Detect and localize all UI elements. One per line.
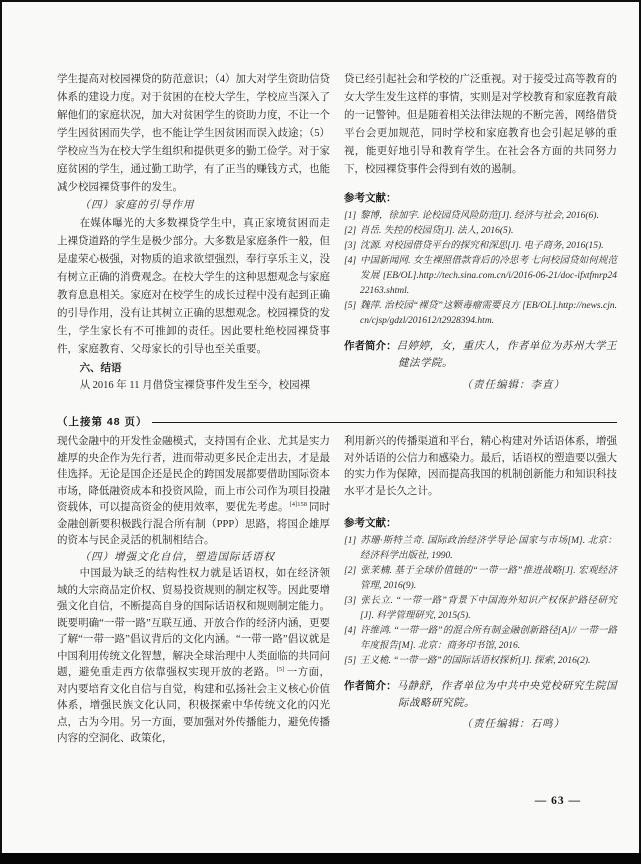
reference-item [344,594,617,624]
reference-number: [2] [344,565,357,576]
author-bio-label: 作者简介： [344,679,397,692]
paragraph: 在媒体曝光的大多数裸贷学生中，真正家境贫困而走上裸贷道路的学生是极少部分。大多数是家庭条件一般，但是虚荣心极强，对物质的追求欲望强烈，奉行享乐主义，没有树立正确的消费观念。在校大学生的这种思想观念与家庭教育息息相关。家庭对在校学生的成长过程中没有起到正确的引导作用，没有让其树立正确的思想观念。校园裸贷的发生，学生家长有不可推卸的责任。因此要杜绝校园裸贷事件，家庭教育、父母家长的引导也至关重要。 [57,218,330,355]
reference-item [344,209,617,224]
citation-superscript: [5] [276,665,285,673]
reference-text: 沈源. 对校园借贷平台的探究和深思[J]. 电子商务, 2016(15). [360,241,604,251]
reference-item [344,299,617,329]
article1-section [57,71,617,395]
references-list [344,534,617,669]
reference-number: [4] [344,625,357,636]
references-heading: 参考文献： [344,517,397,529]
reference-number: [1] [344,211,357,221]
paragraph-continuation: 学生提高对校园裸贷的防范意识；（4）加大对学生资助信贷体系的建设力度。对于贫困的在校大学生，学校应当深入了解他们的家庭状况，加大对贫困学生的资助力度，不让一个学生因贫困而失学，也不能让学生因贫困而误入歧途；（5）学校应当为在校大学生组织和提供更多的勤工俭学。对于家庭贫困的学生，通过勤工助学，有了正当的赚钱方式，也能减少校园裸贷事件的发生。 [57,74,330,193]
author-bio-text: 马静舒，作者单位为中共中央党校研究生院国际战略研究院。 [396,680,618,709]
reference-number: [5] [344,655,357,666]
reference-text: 黎博，徐加宇. 论校园贷风险防范[J]. 经济与社会, 2016(6). [360,211,599,221]
author-bio-text: 吕婷婷，女，重庆人，作者单位为苏州大学王健法学院。 [396,341,618,369]
responsible-editor: （责任编辑：李直） [461,380,565,391]
reference-item [344,254,617,299]
reference-text: 肖岳. 失控的校园贷[J]. 法人, 2016(5). [360,226,514,236]
paragraph: 从 2016 年 11 月借贷宝裸贷事件发生至今，校园裸 [79,380,311,391]
article1-left-column [57,71,330,395]
article1-right-column [344,71,617,395]
subsection-heading-cultural-confidence: （四）增强文化自信，塑造国际话语权 [79,551,276,563]
reference-number: [1] [344,535,357,546]
article2-right-column [344,434,617,748]
paragraph-text: 同时金融创新要积极践行混合所有制（PPP）思路，将国企雄厚的资本与民企灵活的机制相结合。 [57,502,331,546]
reference-item [344,534,617,564]
continued-from-label: （上接第 48 页） [57,416,148,428]
reference-text: 魏萍. 治校园“裸贷”这颗毒瘤需要良方 [EB/OL].http://news.cjn.cn/cjsp/gdzl/201612/t2928394.htm. [360,301,617,326]
author-bio [344,338,617,372]
continued-from-note [57,414,617,429]
reference-item [344,239,617,254]
reference-number: [5] [344,301,357,311]
scan-edge-left [0,0,2,864]
reference-number: [2] [344,226,357,236]
references-heading: 参考文献： [344,192,397,204]
reference-item [344,564,617,594]
reference-text: 许维鸿. “一带一路”的混合所有制金融创新路径[A]// 一带一路年度报告[M]. 北京：商务印书馆, 2016. [360,625,617,651]
subsection-heading-family-guidance: （四）家庭的引导作用 [79,200,195,211]
reference-item [344,624,617,654]
references-list [344,209,617,329]
horizontal-rule [152,422,617,423]
reference-number: [3] [344,595,357,606]
reference-number: [3] [344,241,357,251]
author-bio [344,678,617,712]
article2-section [57,434,617,748]
responsible-editor: （责任编辑：石鸣） [461,718,565,730]
paragraph-text: 现代金融中的开发性金融模式，支持国有企业、尤其是实力雄厚的央企作为先行者，进而带动更多民企走出去，才是最佳选择。无论是国企还是民企的跨国发展都要借助国际资本市场，降低融资成本和投资风险，而上市公司作为项目投融资载体，可以提高资金的使用效率，要优先考虑。 [57,436,330,513]
reference-text: 王义桅. “一带一路”的国际话语权探析[J]. 探索, 2016(2). [360,655,591,666]
author-bio-label: 作者简介： [344,340,397,352]
paragraph-continuation [57,434,330,550]
paragraph-text: 一方面，对内要培育文化自信与自觉，构建和弘扬社会主义核心价值体系，增强民族文化认同，积极探索中华传统文化的闪光点，古为今用。另一方面，要加强对外传播能力，避免传播内容的空洞化、政策化， [57,667,330,744]
reference-item [344,224,617,239]
paragraph-continuation: 贷已经引起社会和学校的广泛重视。对于接受过高等教育的女大学生发生这样的事情，实则是对学校教育和家庭教育敲的一记警钟。但是随着相关法律法规的不断完善，网络借贷平台会更加规范，同时学校和家庭教育也会引起足够的重视，能更好地引导和教育学生。在社会各方面的共同努力下，校园裸贷事件会得到有效的遏制。 [344,74,617,175]
reference-text: 张茉楠. 基于全球价值链的“一带一路”推进战略[J]. 宏观经济管理, 2016(9). [360,565,617,591]
reference-item [344,654,617,669]
article2-left-column [57,434,330,748]
page-body [57,0,617,864]
reference-text: 张长立. “一带一路”背景下中国海外知识产权保护路径研究[J]. 科学管理研究, 2015(5). [360,595,617,621]
paragraph [57,566,330,748]
paragraph-text: 中国最为缺乏的结构性权力就是话语权，如在经济领域的大宗商品定价权、贸易投资规则的制定权等。因此要增强文化自信，不断提高自身的国际话语权和规则制定能力。既要明确“一带一路”互联互通、开放合作的经济内涵，更要了解“一带一路”倡议背后的文化内涵。“一带一路”倡议就是中国利用传统文化智慧，解决全球治理中人类面临的共同问题，避免重走西方依靠强权实现开放的老路。 [57,568,330,678]
citation-superscript: [4]158 [289,500,307,508]
reference-text: 中国新闻网. 女生裸照借款背后的冷思考 七问校园贷如何规范发展 [EB/OL].http://tech.sina.com.cn/i/2016-06-21/doc-ifxtfmrp2422163.shtml. [360,256,617,296]
paragraph-continuation: 利用新兴的传播渠道和平台，精心构建对外话语体系，增强对外话语的公信力和感染力。最后，话语权的塑造要以强大的实力作为保障，因而提高我国的机制创新能力和知识科技水平才是长久之计。 [344,436,617,497]
section-heading-conclusion: 六、结语 [79,362,122,374]
reference-number: [4] [344,256,357,266]
page-number: — 63 — [534,795,581,807]
reference-text: 苏珊·斯特兰奇. 国际政治经济学导论·国家与市场[M]. 北京：经济科学出版社, 1990. [360,535,617,561]
